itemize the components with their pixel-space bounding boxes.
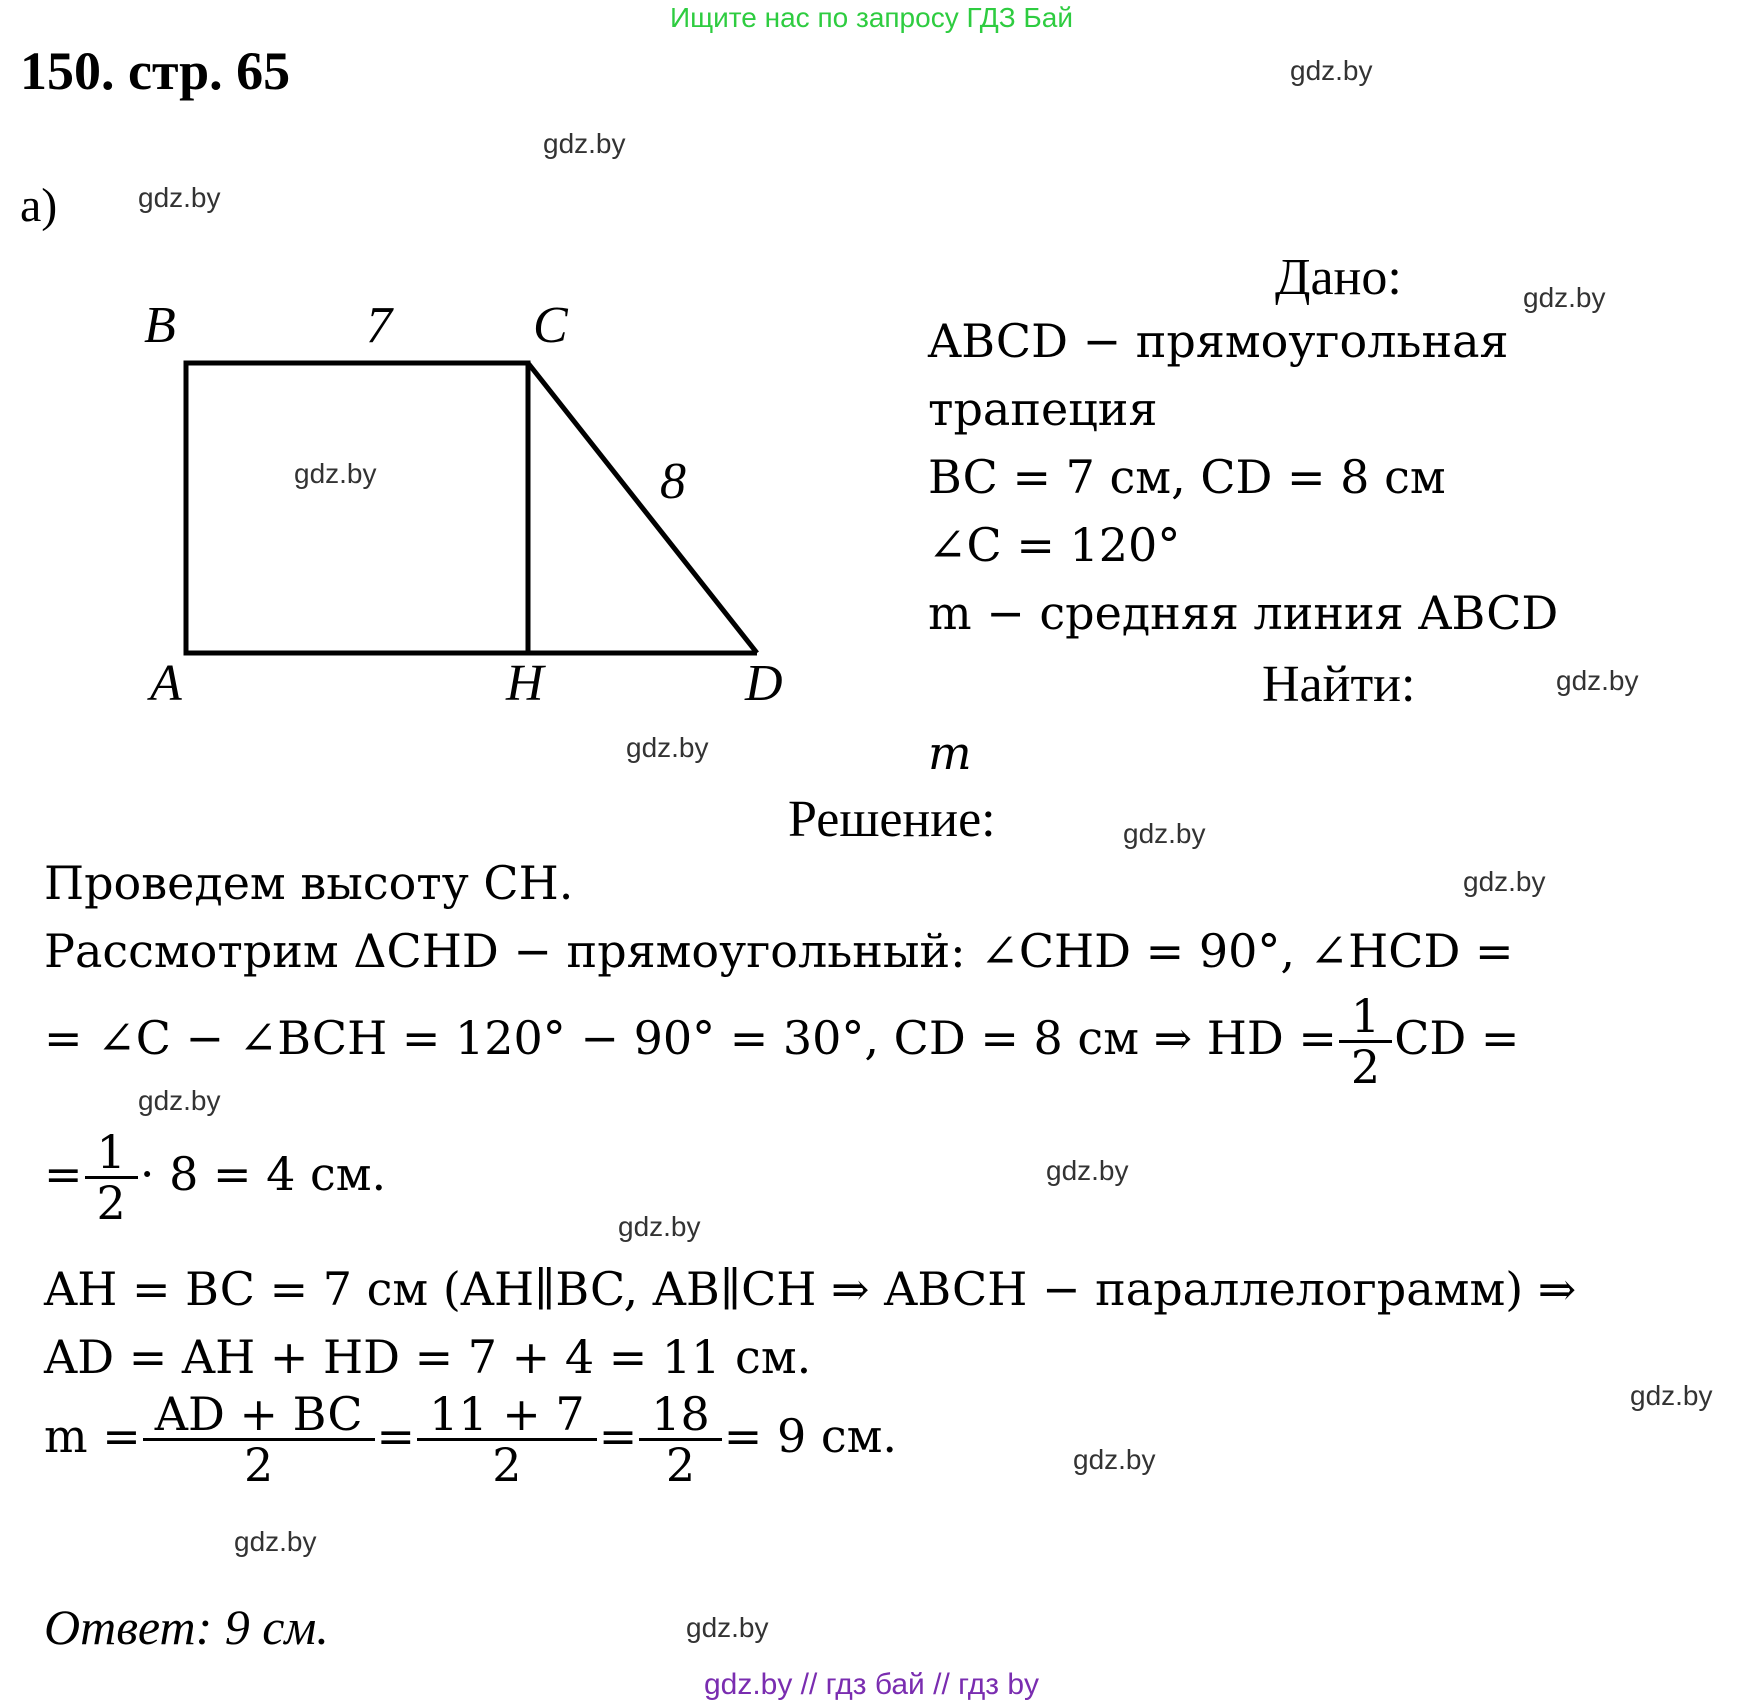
find-title: Найти: bbox=[1262, 656, 1416, 713]
given-line: ∠C = 120° bbox=[928, 518, 1181, 572]
watermark: gdz.by bbox=[1523, 282, 1606, 313]
given-line: трапеция bbox=[928, 382, 1158, 436]
line3-text-before: = ∠C − ∠BCH = 120° − 90° = 30°, CD = 8 см ⇒ HD = bbox=[44, 1010, 1337, 1065]
solution-line-2: Рассмотрим ΔCHD − прямоугольный: ∠CHD = 90°, ∠HCD = bbox=[44, 924, 1514, 978]
vertex-label-h: H bbox=[506, 655, 544, 712]
watermark: gdz.by bbox=[234, 1526, 317, 1557]
trapezoid-diagram bbox=[120, 290, 820, 730]
solution-title: Решение: bbox=[788, 791, 996, 848]
part-label: а) bbox=[20, 179, 58, 232]
fraction-denominator: 2 bbox=[639, 1438, 722, 1489]
watermark: gdz.by bbox=[138, 182, 221, 213]
vertex-label-d: D bbox=[745, 655, 783, 712]
given-line: BC = 7 см, CD = 8 см bbox=[928, 450, 1446, 504]
median-result: = 9 см. bbox=[723, 1408, 897, 1463]
solution-line-3 bbox=[44, 989, 1520, 1095]
answer: Ответ: 9 см. bbox=[44, 1599, 329, 1655]
watermark: gdz.by bbox=[1123, 818, 1206, 849]
solution-line-7 bbox=[44, 1387, 897, 1493]
bottom-banner: gdz.by // гдз бай // гдз by bbox=[703, 1668, 1040, 1701]
line4-text-after: · 8 = 4 см. bbox=[139, 1146, 387, 1201]
fraction-eighteen-halves bbox=[645, 1387, 716, 1493]
fraction-one-half bbox=[91, 1125, 132, 1231]
watermark: gdz.by bbox=[1463, 866, 1546, 897]
side-label-cd: 8 bbox=[660, 453, 686, 510]
fraction-eleven-plus-seven bbox=[423, 1387, 591, 1493]
fraction-numerator: 11 + 7 bbox=[429, 1387, 585, 1441]
vertex-label-a: A bbox=[150, 655, 182, 712]
fraction-ad-plus-bc bbox=[149, 1387, 369, 1493]
watermark: gdz.by bbox=[138, 1085, 221, 1116]
side-label-bc: 7 bbox=[366, 297, 392, 354]
exercise-heading: 150. стр. 65 bbox=[20, 41, 291, 101]
trapezoid-figure bbox=[120, 290, 820, 730]
solution-line-5: AH = BC = 7 см (AH∥BC, AB∥CH ⇒ ABCH − параллелограмм) ⇒ bbox=[44, 1262, 1577, 1316]
fraction-numerator: 1 bbox=[1350, 989, 1381, 1043]
solution-line-4 bbox=[44, 1125, 387, 1231]
fraction-numerator: 1 bbox=[96, 1125, 126, 1179]
side-cd bbox=[528, 363, 757, 653]
watermark: gdz.by bbox=[686, 1612, 769, 1643]
fraction-numerator: 18 bbox=[651, 1387, 710, 1441]
line4-text-before: = bbox=[44, 1146, 83, 1201]
fraction-denominator: 2 bbox=[417, 1438, 597, 1489]
given-line: m − средняя линия ABCD bbox=[928, 586, 1559, 640]
watermark: gdz.by bbox=[294, 458, 377, 489]
fraction-denominator: 2 bbox=[85, 1176, 138, 1227]
given-title: Дано: bbox=[1275, 249, 1402, 306]
watermark: gdz.by bbox=[543, 128, 626, 159]
equals-sign: = bbox=[376, 1408, 416, 1463]
solution-line-1: Проведем высоту CH. bbox=[44, 856, 574, 910]
fraction-denominator: 2 bbox=[143, 1438, 375, 1489]
watermark: gdz.by bbox=[1073, 1444, 1156, 1475]
top-banner: Ищите нас по запросу ГДЗ Бай bbox=[669, 2, 1074, 33]
watermark: gdz.by bbox=[1630, 1380, 1713, 1411]
line3-text-after: CD = bbox=[1394, 1010, 1520, 1065]
watermark: gdz.by bbox=[618, 1211, 701, 1242]
fraction-one-half bbox=[1345, 989, 1386, 1095]
vertex-label-c: C bbox=[533, 297, 568, 354]
rectangle-abch bbox=[186, 363, 528, 653]
find-value: m bbox=[928, 726, 972, 780]
fraction-numerator: AD + BC bbox=[154, 1387, 363, 1441]
fraction-denominator: 2 bbox=[1339, 1040, 1392, 1091]
watermark: gdz.by bbox=[626, 732, 709, 763]
median-lhs: m = bbox=[44, 1408, 141, 1463]
vertex-label-b: B bbox=[144, 297, 176, 354]
watermark: gdz.by bbox=[1290, 55, 1373, 86]
given-line: ABCD − прямоугольная bbox=[928, 314, 1509, 368]
watermark: gdz.by bbox=[1046, 1155, 1129, 1186]
solution-line-6: AD = AH + HD = 7 + 4 = 11 см. bbox=[44, 1330, 812, 1384]
equals-sign: = bbox=[598, 1408, 638, 1463]
watermark: gdz.by bbox=[1556, 665, 1639, 696]
